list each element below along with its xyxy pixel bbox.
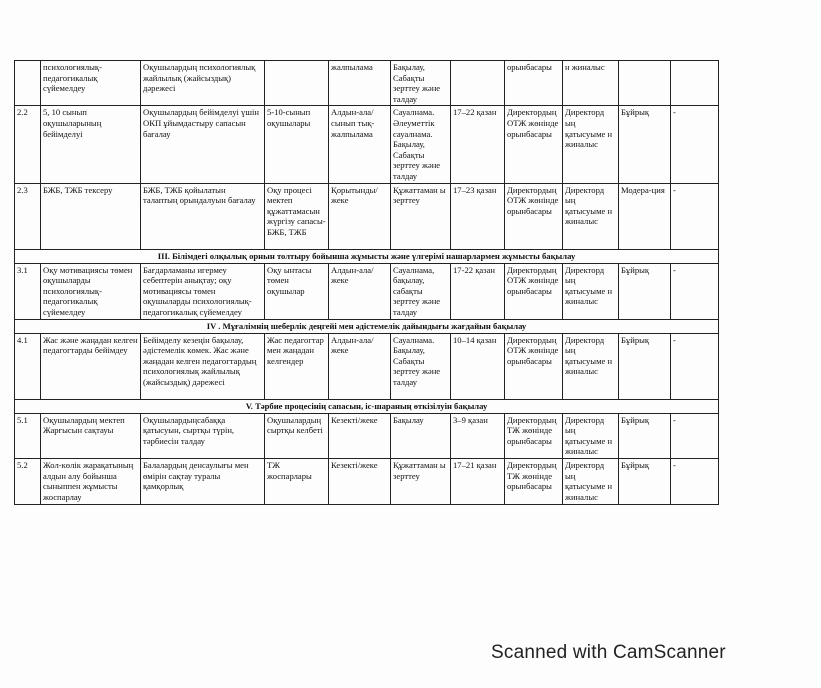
cell-review: Директорд ың қатысуыме н жиналыс bbox=[563, 106, 619, 183]
cell-object: Оқу процесі мектеп құжаттамасын жүргізу сапасы-БЖБ, ТЖБ bbox=[265, 183, 329, 249]
cell-decision: Бұйрық bbox=[619, 413, 671, 458]
cell-num: 5.1 bbox=[15, 413, 41, 458]
cell-date: 17-22 қазан bbox=[451, 263, 505, 319]
cell-goal: Балалардың денсаулығы мен өмірін сақтау туралы қамқорлық bbox=[141, 458, 265, 504]
cell-repeat bbox=[671, 61, 719, 106]
cell-date: 3–9 қазан bbox=[451, 413, 505, 458]
section-row bbox=[15, 399, 719, 413]
cell-goal: Бейімделу кезеңін бақылау, әдістемелік көмек. Жас және жаңадан келген педагогтардың психологиялық жайлылық (жайсыздық) дәрежесі bbox=[141, 333, 265, 399]
table-row bbox=[15, 183, 719, 249]
cell-decision: Бұйрық bbox=[619, 333, 671, 399]
section-heading-4: IV . Мұғалімнің шеберлік деңгейі мен әдістемелік дайындығы жағдайын бақылау bbox=[15, 319, 719, 333]
cell-review: Директорд ың қатысуыме н жиналыс bbox=[563, 458, 619, 504]
cell-review: Директорд ың қатысуыме н жиналыс bbox=[563, 183, 619, 249]
cell-date: 17–21 қазан bbox=[451, 458, 505, 504]
cell-responsible: Директордың ОТЖ жөнінде орынбасары bbox=[505, 106, 563, 183]
cell-goal: Оқушылардыңсабаққа қатысуын, сыртқы түрін, тәрбиесін талдау bbox=[141, 413, 265, 458]
cell-method: Құжаттаман ы зерттеу bbox=[391, 458, 451, 504]
section-row bbox=[15, 249, 719, 263]
cell-num: 3.1 bbox=[15, 263, 41, 319]
cell-responsible: Директордың ОТЖ жөнінде орынбасары bbox=[505, 263, 563, 319]
cell-review: Директорд ың қатысуыме н жиналыс bbox=[563, 263, 619, 319]
cell-date bbox=[451, 61, 505, 106]
cell-date: 17–23 қазан bbox=[451, 183, 505, 249]
section-heading-3: ІІІ. Білімдегі олқылық орнын толтыру бойынша жұмысты және үлгерімі нашарлармен жұмысты бақылау bbox=[15, 249, 719, 263]
cell-num bbox=[15, 61, 41, 106]
cell-type: Қорытынды/ жеке bbox=[329, 183, 391, 249]
cell-type: Алдын-ала/сынып тық-жалпылама bbox=[329, 106, 391, 183]
cell-method: Сауалнама. Әлеуметтік сауалнама. Бақылау, Сабақты зерттеу және талдау bbox=[391, 106, 451, 183]
cell-goal: Бағдарламаны игермеу себептерін анықтау; оқу мотивациясы төмен оқушыларды психологиялық-педагогикалық сүйемелдеу bbox=[141, 263, 265, 319]
cell-repeat: - bbox=[671, 106, 719, 183]
cell-repeat: - bbox=[671, 333, 719, 399]
cell-type: Алдын-ала/жеке bbox=[329, 333, 391, 399]
table-row bbox=[15, 458, 719, 504]
cell-num: 2.3 bbox=[15, 183, 41, 249]
cell-topic: Оқушылардың мектеп Жарғысын сақтауы bbox=[41, 413, 141, 458]
section-row bbox=[15, 319, 719, 333]
cell-goal: Оқушылардың бейімделуі үшін ОКП ұйымдастыру сапасын бағалау bbox=[141, 106, 265, 183]
cell-topic: Оқу мотивациясы төмен оқушыларды психологиялық-педагогикалық сүйемелдеу bbox=[41, 263, 141, 319]
cell-num: 2.2 bbox=[15, 106, 41, 183]
cell-goal: БЖБ, ТЖБ қойылатын талаптың орындалуын бағалау bbox=[141, 183, 265, 249]
cell-responsible: Директордың ТЖ жөнінде орынбасары bbox=[505, 413, 563, 458]
cell-review: н жиналыс bbox=[563, 61, 619, 106]
cell-method: Сауалнама. Бақылау, Сабақты зерттеу және талдау bbox=[391, 333, 451, 399]
cell-method: Бақылау bbox=[391, 413, 451, 458]
cell-object: Оқу ынтасы төмен оқушылар bbox=[265, 263, 329, 319]
cell-object: Оқушылардың сыртқы келбеті bbox=[265, 413, 329, 458]
table-row bbox=[15, 106, 719, 183]
cell-decision: Бұйрық bbox=[619, 263, 671, 319]
cell-type: Алдын-ала/жеке bbox=[329, 263, 391, 319]
cell-object: Жас педагогтар мен жаңадан келгендер bbox=[265, 333, 329, 399]
cell-object: ТЖ жоспарлары bbox=[265, 458, 329, 504]
cell-method: Құжаттаман ы зерттеу bbox=[391, 183, 451, 249]
table-row bbox=[15, 413, 719, 458]
cell-decision: Бұйрық bbox=[619, 106, 671, 183]
cell-review: Директорд ың қатысуыме н жиналыс bbox=[563, 413, 619, 458]
control-plan-table bbox=[14, 60, 719, 505]
cell-repeat: - bbox=[671, 183, 719, 249]
cell-goal: Оқушылардың психологиялық жайлылық (жайсыздық) дәрежесі bbox=[141, 61, 265, 106]
cell-topic: Жас және жаңадан келген педагогтарды бейімдеу bbox=[41, 333, 141, 399]
cell-decision: Модера-ция bbox=[619, 183, 671, 249]
cell-repeat: - bbox=[671, 413, 719, 458]
cell-responsible: Директордың ОТЖ жөнінде орынбасары bbox=[505, 333, 563, 399]
table-row bbox=[15, 333, 719, 399]
cell-object bbox=[265, 61, 329, 106]
cell-method: Бақылау, Сабақты зерттеу және талдау bbox=[391, 61, 451, 106]
cell-date: 17–22 қазан bbox=[451, 106, 505, 183]
cell-num: 5.2 bbox=[15, 458, 41, 504]
cell-responsible: Директордың ОТЖ жөнінде орынбасары bbox=[505, 183, 563, 249]
cell-date: 10–14 қазан bbox=[451, 333, 505, 399]
cell-repeat: - bbox=[671, 263, 719, 319]
cell-num: 4.1 bbox=[15, 333, 41, 399]
table-row bbox=[15, 263, 719, 319]
cell-object: 5-10-сынып оқушылары bbox=[265, 106, 329, 183]
cell-decision bbox=[619, 61, 671, 106]
cell-type: Кезекті/жеке bbox=[329, 458, 391, 504]
cell-topic: БЖБ, ТЖБ тексеру bbox=[41, 183, 141, 249]
cell-topic: Жол-көлік жарақатының алдын алу бойынша сыныппен жұмысты жоспарлау bbox=[41, 458, 141, 504]
cell-decision: Бұйрық bbox=[619, 458, 671, 504]
cell-responsible: орынбасары bbox=[505, 61, 563, 106]
cell-responsible: Директордың ТЖ жөнінде орынбасары bbox=[505, 458, 563, 504]
section-heading-5: V. Тәрбие процесінің сапасын, іс-шараның өткізілуін бақылау bbox=[15, 399, 719, 413]
cell-topic: 5, 10 сынып оқушыларының бейімделуі bbox=[41, 106, 141, 183]
cell-type: Кезекті/жеке bbox=[329, 413, 391, 458]
scanner-watermark: Scanned with CamScanner bbox=[491, 642, 726, 663]
cell-type: жалпылама bbox=[329, 61, 391, 106]
cell-review: Директорд ың қатысуыме н жиналыс bbox=[563, 333, 619, 399]
cell-repeat: - bbox=[671, 458, 719, 504]
table-row bbox=[15, 61, 719, 106]
cell-method: Сауалнама, бақылау, сабақты зерттеу және талдау bbox=[391, 263, 451, 319]
cell-topic: психологиялық-педагогикалық сүйемелдеу bbox=[41, 61, 141, 106]
